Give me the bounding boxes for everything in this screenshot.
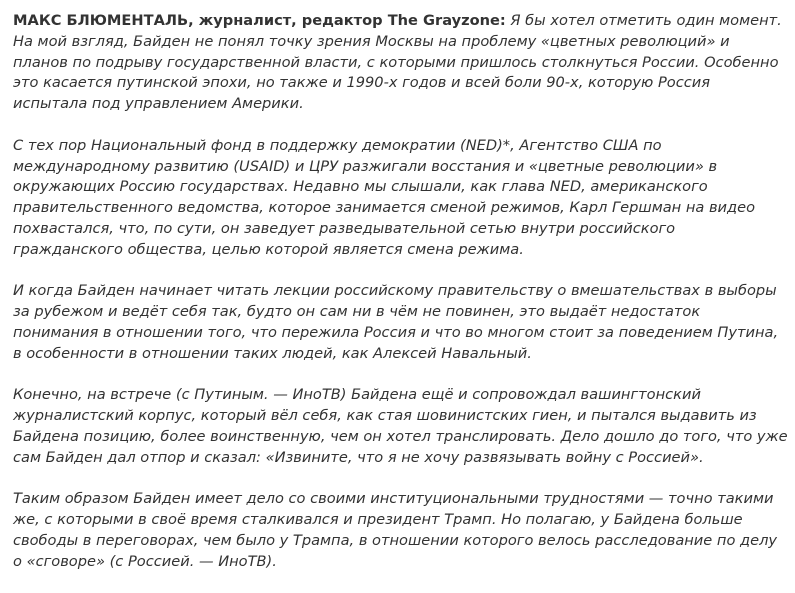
paragraph-2: С тех пор Национальный фонд в поддержку демократии (NED)*, Агентство США по международному развитию (USAID) и ЦРУ разжигали восстания и «цветные революции» в окружающих Россию государствах. Недавно мы слышали, как глава NED, американского правительственного ведомства, которое занимается сменой режимов, Карл Гершман на видео похвастался, что, по сути, он заведует разведывательной сетью внутри российского гражданского общества, целью которой является смена режима.: [13, 136, 756, 258]
paragraph-1-text: Я бы хотел отметить один момент. На мой взгляд, Байден не понял точку зрения Москвы на проблему «цветных революций» и планов по подрыву государственной власти, с которыми пришлось столкнуться России. Особенно это касается путинской эпохи, но также и 1990-х годов и всей боли 90-х, которую Россия испытала под управлением Америки.: [13, 12, 782, 113]
paragraph-3: И когда Байден начинает читать лекции российскому правительству о вмешательствах в выборы за рубежом и ведёт себя так, будто он сам ни в чём не повинен, это выдаёт недостаток понимания в отношении того, что пережила Россия и что во многом стоит за поведением Путина, в особенности в отношении таких людей, как Алексей Навальный.: [13, 282, 779, 362]
paragraph-5: Таким образом Байден имеет дело со своими институциональными трудностями — точно такими же, с которыми в своё время сталкивался и президент Трамп. Но полагаю, у Байдена больше свободы в переговорах, чем было у Трампа, в отношении которого велось расследование по делу о «сговоре» (с Россией. — ИноТВ).: [13, 490, 778, 570]
speaker-name: МАКС БЛЮМЕНТАЛЬ, журналист, редактор The Grayzone:: [13, 12, 506, 29]
paragraph-4: Конечно, на встрече (с Путиным. — ИноТВ) Байдена ещё и сопровождал вашингтонский журналистский корпус, который вёл себя, как стая шовинистских гиен, и пытался выдавить из Байдена позицию, более воинственную, чем он хотел транслировать. Дело дошло до того, что уже сам Байден дал отпор и сказал: «Извините, что я не хочу развязывать войну с Россией».: [13, 386, 788, 466]
paragraph-1: [13, 11, 788, 115]
article-body: [13, 11, 788, 593]
